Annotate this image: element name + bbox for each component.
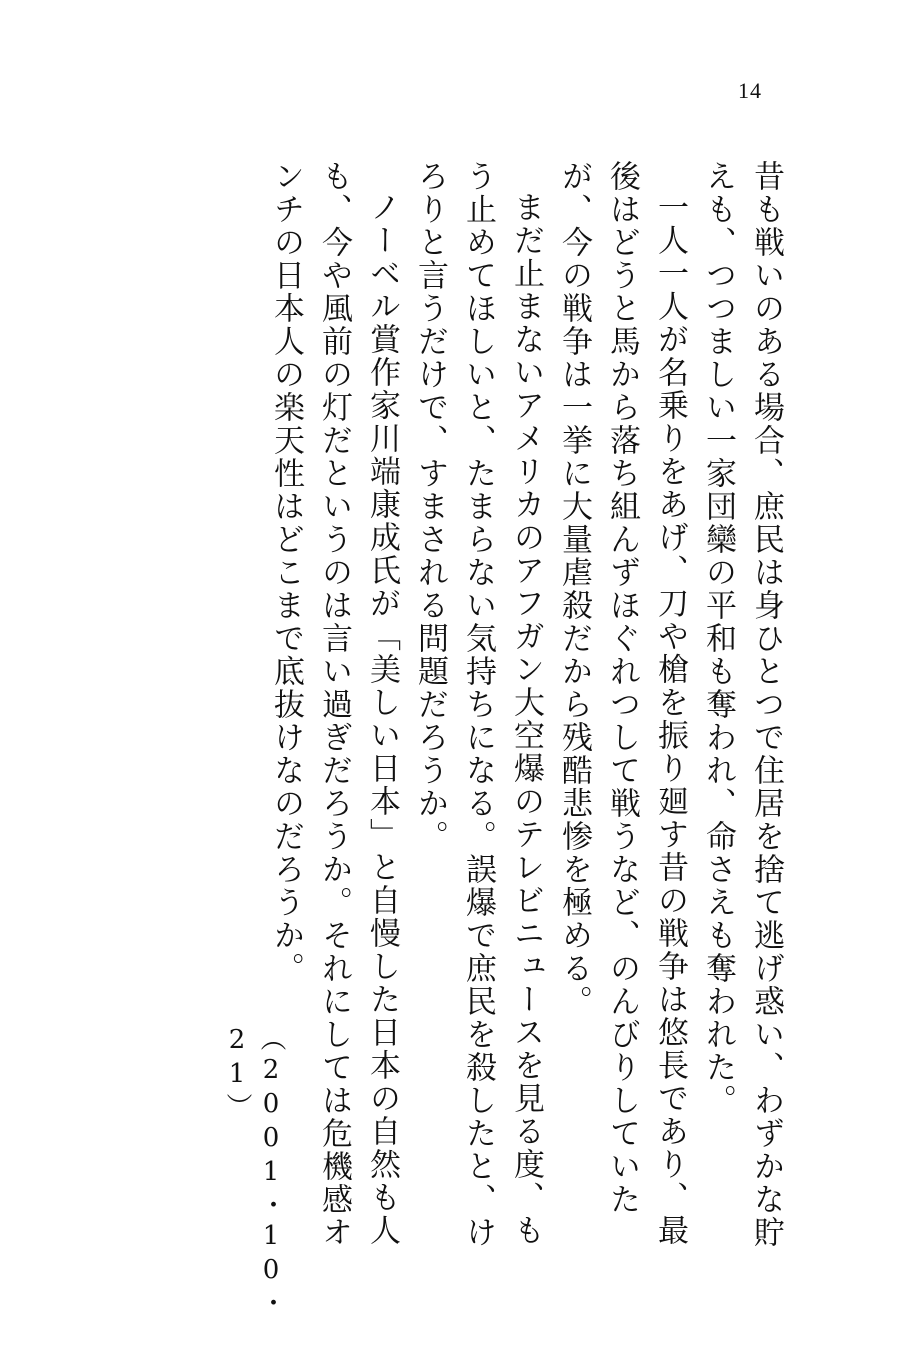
page-number: 14	[738, 78, 762, 103]
paragraph-1: 昔も戦いのある場合、庶民は身ひとつで住居を捨て逃げ惑い、わずかな貯えも、つつましい一家団欒の平和も奪われ、命さえも奪われた。	[700, 160, 784, 1249]
paragraph-3: まだ止まないアメリカのアフガン大空爆のテレビニュースを見る度、もう止めてほしいと、たまらない気持ちになる。誤爆で庶民を殺したと、けろりと言うだけで、すまされる問題だろうか。	[412, 160, 544, 1249]
essay-body	[262, 160, 790, 1260]
paragraph-4: ノーベル賞作家川端康成氏が「美しい日本」と自慢した日本の自然も人も、今や風前の灯だというのは言い過ぎだろうか。それにしては危機感オンチの日本人の楽天性はどこまで底抜けなのだろうか。	[268, 160, 400, 1249]
paragraph-2: 一人一人が名乗りをあげ、刀や槍を振り廻す昔の戦争は悠長であり、最後はどうと馬から落ち組んずほぐれつして戦うなど、のんびりしていたが、今の戦争は一挙に大量虐殺だから残酷悲惨を極める。	[556, 160, 688, 1247]
date-line: （2001・10・21）	[222, 1025, 286, 1319]
